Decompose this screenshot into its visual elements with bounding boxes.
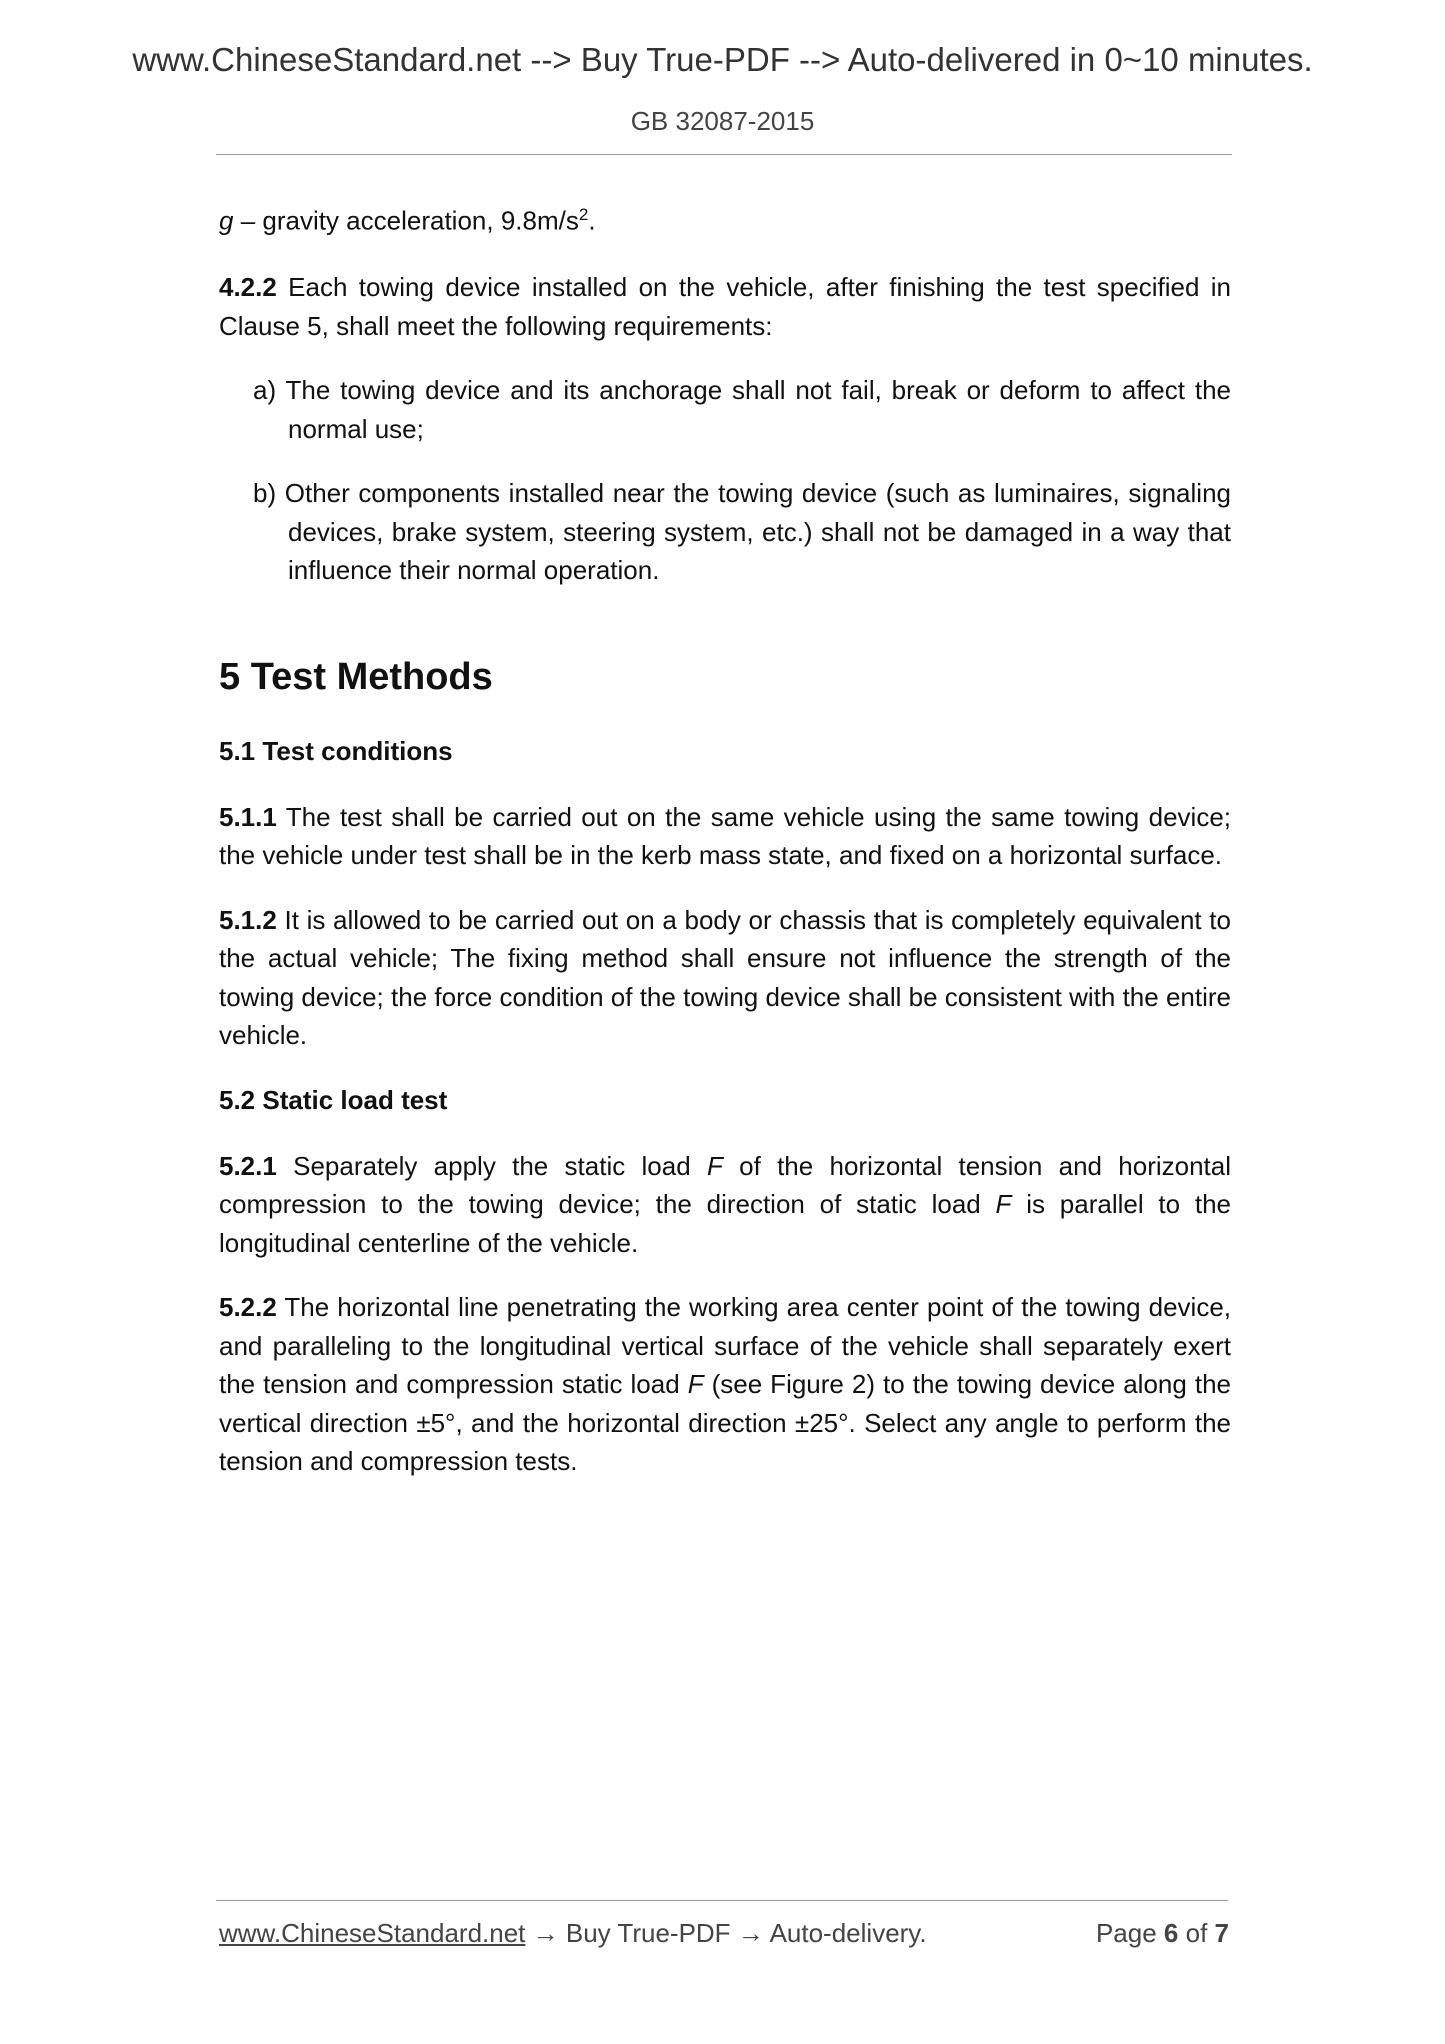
header-banner: www.ChineseStandard.net --> Buy True-PDF --> Auto-delivered in 0~10 minutes. — [132, 41, 1313, 78]
list-item-a: a) The towing device and its anchorage shall not fail, break or deform to affect the normal use; — [253, 375, 1231, 444]
footer-link[interactable]: www.ChineseStandard.net — [219, 1918, 526, 1948]
clause-number: 5.1.1 — [219, 801, 277, 832]
clause-text: of the horizontal tension and horizontal compression to the towing device; the direction of static load — [219, 1150, 1232, 1220]
clause-number: 5.1.2 — [219, 904, 277, 935]
page-number: 6 — [1163, 1918, 1179, 1948]
page-indicator — [1096, 1914, 1229, 1952]
footer-promo-text: → Buy True-PDF → Auto-delivery. — [525, 1918, 927, 1948]
clause-5-1-2 — [219, 901, 1231, 1055]
clause-text: is parallel to the longitudinal centerline of the vehicle. — [219, 1189, 1232, 1258]
document-id: GB 32087-2015 — [630, 106, 815, 136]
g-superscript: 2 — [578, 205, 589, 224]
section-heading-5: 5 Test Methods — [219, 655, 493, 698]
page-label: Page — [1095, 1918, 1164, 1948]
clause-number: 5.2.2 — [219, 1292, 277, 1323]
clause-text: (see Figure 2) to the towing device along the vertical direction ±5°, and the horizontal direction ±25°. Select any angle to perform the tension and compression tests. — [219, 1369, 1231, 1477]
header-divider — [216, 154, 1232, 155]
page-total: 7 — [1214, 1918, 1229, 1948]
footer-promo — [219, 1914, 927, 1952]
page-content — [219, 196, 1231, 1481]
clause-4-2-2 — [219, 268, 1231, 345]
list-item-b: b) Other components installed near the towing device (such as luminaires, signaling devices, brake system, steering system, etc.) shall not be damaged in a way that influence their normal operation. — [253, 478, 1231, 586]
force-symbol: F — [995, 1189, 1012, 1220]
clause-text: It is allowed to be carried out on a body or chassis that is completely equivalent to the actual vehicle; The fixing method shall ensure not influence the strength of the towing device; the force condition of the towing device shall be consistent with the entire vehicle. — [219, 904, 1231, 1051]
force-symbol: F — [706, 1150, 723, 1181]
clause-text: The test shall be carried out on the same vehicle using the same towing device; the vehicle under test shall be in the kerb mass state, and fixed on a horizontal surface. — [219, 801, 1231, 871]
force-symbol: F — [687, 1369, 704, 1400]
of-label: of — [1178, 1918, 1215, 1948]
clause-5-2-2 — [219, 1288, 1231, 1481]
subsection-heading-5-1: 5.1 Test conditions — [219, 735, 453, 766]
clause-text: The horizontal line penetrating the working area center point of the towing device, and paralleling to the longitudinal vertical surface of the vehicle shall separately exert the tension and compression static load — [219, 1292, 1231, 1400]
clause-5-2-1 — [219, 1147, 1231, 1263]
clause-number: 4.2.2 — [219, 272, 277, 303]
g-symbol: g — [219, 205, 234, 236]
footer-divider — [216, 1900, 1228, 1901]
clause-text: Each towing device installed on the vehicle, after finishing the test specified in Clause 5, shall meet the following requirements: — [219, 272, 1231, 341]
g-definition-end: . — [588, 205, 596, 236]
clause-text: Separately apply the static load — [276, 1150, 707, 1181]
g-definition — [219, 196, 1231, 240]
clause-number: 5.2.1 — [219, 1150, 277, 1181]
g-definition-text: – gravity acceleration, 9.8m/s — [233, 205, 579, 236]
subsection-heading-5-2: 5.2 Static load test — [219, 1084, 448, 1115]
clause-5-1-1 — [219, 798, 1231, 875]
